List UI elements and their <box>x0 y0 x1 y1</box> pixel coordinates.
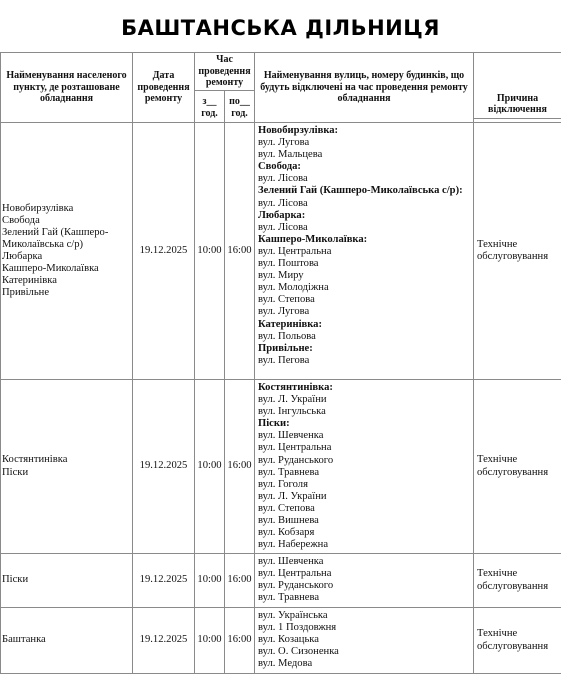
street-item: вул. Інгульська <box>258 406 326 418</box>
settlement-name: Костянтинівка <box>2 454 68 466</box>
time-to-cell: 16:00 <box>225 608 255 674</box>
street-item: вул. Миру <box>258 270 304 282</box>
reason-cell: Технічне обслуговування <box>474 608 561 674</box>
street-group-heading: Свобода: <box>258 161 301 173</box>
table-row <box>1 123 561 380</box>
time-from-cell: 10:00 <box>195 123 225 380</box>
settlement-name: Кашперо-Миколаївка <box>2 263 99 275</box>
street-item: вул. Лугова <box>258 306 310 318</box>
street-item: вул. Польова <box>258 330 316 342</box>
street-item: вул. Травнева <box>258 592 320 604</box>
settlement-name: Новобирзулівка <box>2 202 74 214</box>
table-row <box>1 380 561 554</box>
settlements-cell <box>1 554 133 608</box>
street-item: вул. Лісова <box>258 197 308 209</box>
street-item: вул. О. Сизоненка <box>258 646 339 658</box>
streets-cell <box>255 380 474 554</box>
date-cell: 19.12.2025 <box>133 554 195 608</box>
street-item: вул. Молодіжна <box>258 282 329 294</box>
time-from-cell: 10:00 <box>195 554 225 608</box>
street-item: вул. Пегова <box>258 354 310 366</box>
time-from-cell: 10:00 <box>195 380 225 554</box>
street-group-heading: Костянтинівка: <box>258 382 333 393</box>
street-item: вул. Мальцева <box>258 149 323 161</box>
header-reason-spacer <box>474 53 561 91</box>
street-item: вул. Медова <box>258 658 313 670</box>
street-item: вул. Лугова <box>258 137 310 149</box>
street-item: вул. Травнева <box>258 466 320 478</box>
street-item: вул. Українська <box>258 610 328 621</box>
streets-cell <box>255 608 474 674</box>
street-item: вул. Лісова <box>258 221 308 233</box>
date-cell: 19.12.2025 <box>133 608 195 674</box>
time-to-cell: 16:00 <box>225 554 255 608</box>
street-item: вул. Л. України <box>258 490 327 502</box>
street-item: вул. Степова <box>258 502 315 514</box>
street-item: вул. Степова <box>258 294 315 306</box>
time-to-cell: 16:00 <box>225 123 255 380</box>
table-body <box>1 123 561 674</box>
settlement-name: Катеринівка <box>2 275 57 287</box>
street-group-heading: Любарка: <box>258 209 306 221</box>
date-cell: 19.12.2025 <box>133 380 195 554</box>
time-from-cell: 10:00 <box>195 608 225 674</box>
table-row <box>1 554 561 608</box>
streets-cell <box>255 554 474 608</box>
street-item: вул. Набережна <box>258 539 329 551</box>
street-item: вул. Руданського <box>258 580 334 592</box>
street-item: вул. Шевченка <box>258 556 324 567</box>
settlement-name: Баштанка <box>2 634 46 646</box>
settlement-name: Зелений Гай (Кашперо-Миколаївська с/р) <box>2 226 109 250</box>
settlements-cell <box>1 123 133 380</box>
street-group-heading: Новобирзулівка: <box>258 125 339 136</box>
street-item: вул. 1 Поздовжня <box>258 622 337 634</box>
street-group-heading: Зелений Гай (Кашперо-Миколаївська с/р): <box>258 185 463 197</box>
settlements-cell <box>1 380 133 554</box>
settlement-name: Любарка <box>2 251 43 262</box>
header-from: з__ год. <box>195 91 225 123</box>
time-to-cell: 16:00 <box>225 380 255 554</box>
reason-cell: Технічне обслуговування <box>474 380 561 554</box>
settlement-name: Свобода <box>2 214 40 226</box>
reason-cell: Технічне обслуговування <box>474 123 561 380</box>
settlement-name: Привільне <box>2 287 50 299</box>
settlements-cell <box>1 608 133 674</box>
outage-schedule-table <box>0 52 561 674</box>
street-group-heading: Привільне: <box>258 342 313 354</box>
street-group-heading: Піски: <box>258 418 290 430</box>
header-time: Час проведення ремонту <box>195 53 255 91</box>
header-reason: Причина відключення <box>474 91 561 119</box>
streets-cell <box>255 123 474 380</box>
street-group-heading: Катеринівка: <box>258 318 323 330</box>
street-item: вул. Руданського <box>258 454 334 466</box>
street-item: вул. Кобзаря <box>258 527 315 539</box>
header-settlement: Найменування населеного пункту, де розташоване обладнання <box>1 53 133 123</box>
header-to: по__ год. <box>225 91 255 123</box>
street-item: вул. Центральна <box>258 245 332 257</box>
street-item: вул. Поштова <box>258 258 319 270</box>
street-item: вул. Гоголя <box>258 478 308 490</box>
street-item: вул. Козацька <box>258 634 319 646</box>
street-item: вул. Центральна <box>258 568 332 580</box>
street-item: вул. Вишнева <box>258 515 319 527</box>
street-group-heading: Кашперо-Миколаївка: <box>258 233 368 245</box>
header-date: Дата проведення ремонту <box>133 53 195 123</box>
street-item: вул. Лісова <box>258 173 308 185</box>
street-item: вул. Шевченка <box>258 430 324 442</box>
date-cell: 19.12.2025 <box>133 123 195 380</box>
street-item: вул. Центральна <box>258 442 332 454</box>
settlement-name: Піски <box>2 466 29 478</box>
reason-cell: Технічне обслуговування <box>474 554 561 608</box>
table-row <box>1 608 561 674</box>
page-title: БАШТАНСЬКА ДІЛЬНИЦЯ <box>121 16 440 40</box>
header-streets: Найменування вулиць, номеру будинків, що будуть відключені на час проведення ремонту обладнання <box>255 53 474 123</box>
settlement-name: Піски <box>2 574 29 586</box>
street-item: вул. Л. України <box>258 394 327 406</box>
